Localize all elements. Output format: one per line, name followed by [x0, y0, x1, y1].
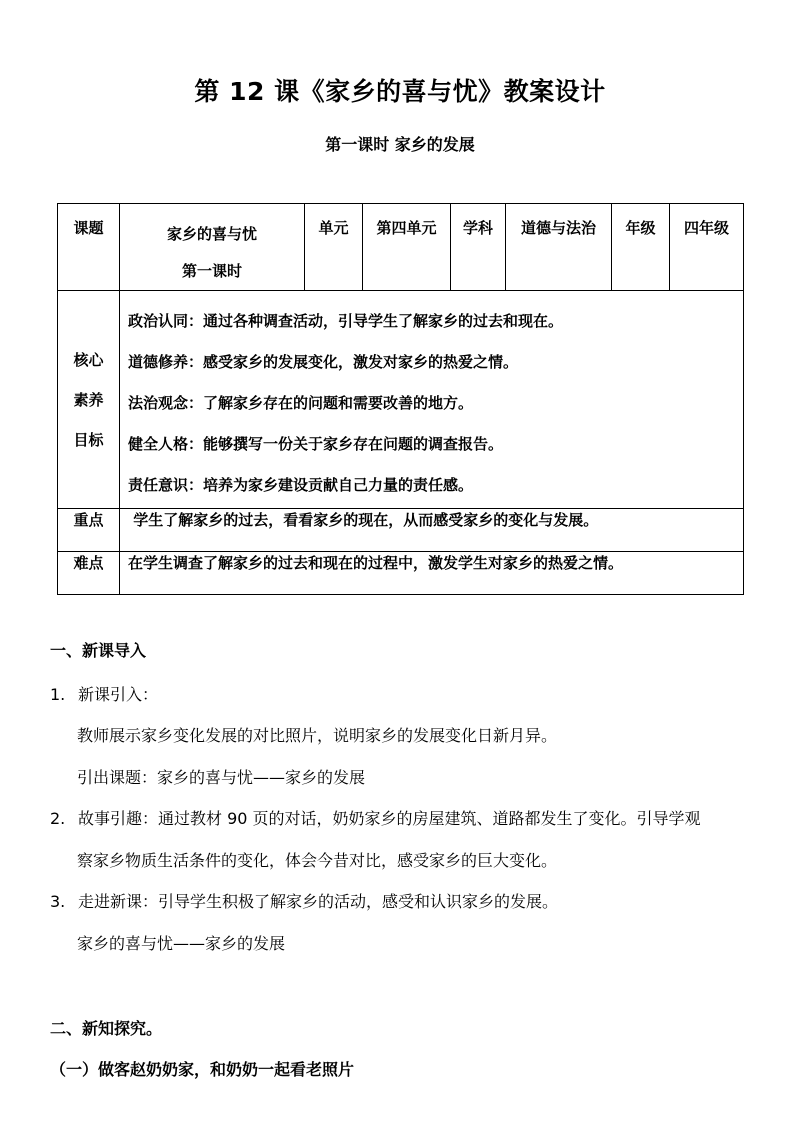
goal-item: 责任意识：培养为家乡建设贡献自己力量的责任感。: [128, 476, 474, 494]
core-label-line: 素养: [73, 390, 104, 409]
goal-item: 政治认同：通过各种调查活动，引导学生了解家乡的过去和现在。: [128, 312, 564, 330]
paragraph-line: 引出课题：家乡的喜与忧——家乡的发展: [77, 768, 366, 787]
section-heading-explore: 二、新知探究。: [50, 1019, 163, 1038]
goal-item: 健全人格：能够撰写一份关于家乡存在问题的调查报告。: [128, 435, 504, 453]
core-label-line: 目标: [73, 430, 104, 449]
unit-value: 第四单元: [376, 219, 437, 237]
core-goals-label: [58, 291, 120, 509]
section-heading-intro: 一、新课导入: [50, 641, 147, 660]
topic-label: 课题: [73, 219, 104, 237]
paragraph-line: 察家乡物质生活条件的变化，体会今昔对比，感受家乡的巨大变化。: [77, 851, 558, 870]
difficulty-value: 在学生调查了解家乡的过去和现在的过程中，激发学生对家乡的热爱之情。: [120, 552, 744, 595]
subject-label: 学科: [462, 219, 493, 237]
table-row: [58, 552, 744, 595]
paragraph-line: 家乡的喜与忧——家乡的发展: [77, 934, 286, 953]
list-item-text: 新课引入：: [78, 685, 159, 704]
key-point-value: 学生了解家乡的过去，看看家乡的现在，从而感受家乡的变化与发展。: [120, 509, 744, 552]
list-item-text: 走进新课：引导学生积极了解家乡的活动，感受和认识家乡的发展。: [78, 892, 559, 911]
grade-value: 四年级: [683, 219, 729, 237]
table-row: [58, 509, 744, 552]
list-number: 2.: [50, 809, 66, 828]
table-row: [58, 204, 744, 291]
list-item: [50, 682, 770, 705]
list-number: 3.: [50, 892, 66, 911]
document-title: 第 12 课《家乡的喜与忧》教案设计: [194, 77, 606, 106]
goal-item: 道德修养：感受家乡的发展变化，激发对家乡的热爱之情。: [128, 353, 519, 371]
list-item: [50, 806, 770, 829]
lesson-info-table: [57, 203, 744, 595]
subject-value: 道德与法治: [520, 219, 596, 237]
paragraph-line: 教师展示家乡变化发展的对比照片，说明家乡的发展变化日新月异。: [77, 726, 558, 745]
grade-label: 年级: [625, 219, 656, 237]
core-label-line: 核心: [73, 350, 104, 369]
list-item: [50, 889, 770, 912]
core-goals-list: [120, 291, 744, 509]
list-item-text: 故事引趣：通过教材 90 页的对话，奶奶家乡的房屋建筑、道路都发生了变化。引导学观: [78, 809, 701, 828]
unit-label: 单元: [318, 219, 349, 237]
difficulty-label: 难点: [58, 552, 120, 595]
table-row: [58, 291, 744, 509]
key-point-label: 重点: [58, 509, 120, 552]
goal-item: 法治观念：了解家乡存在的问题和需要改善的地方。: [128, 394, 474, 412]
document-subtitle: 第一课时 家乡的发展: [325, 135, 475, 154]
topic-value-line-2: 第一课时: [181, 262, 242, 280]
subsection-heading: （一）做客赵奶奶家，和奶奶一起看老照片: [50, 1060, 355, 1079]
topic-value: [120, 204, 304, 290]
list-number: 1.: [50, 685, 66, 704]
topic-value-line-1: 家乡的喜与忧: [166, 225, 257, 243]
